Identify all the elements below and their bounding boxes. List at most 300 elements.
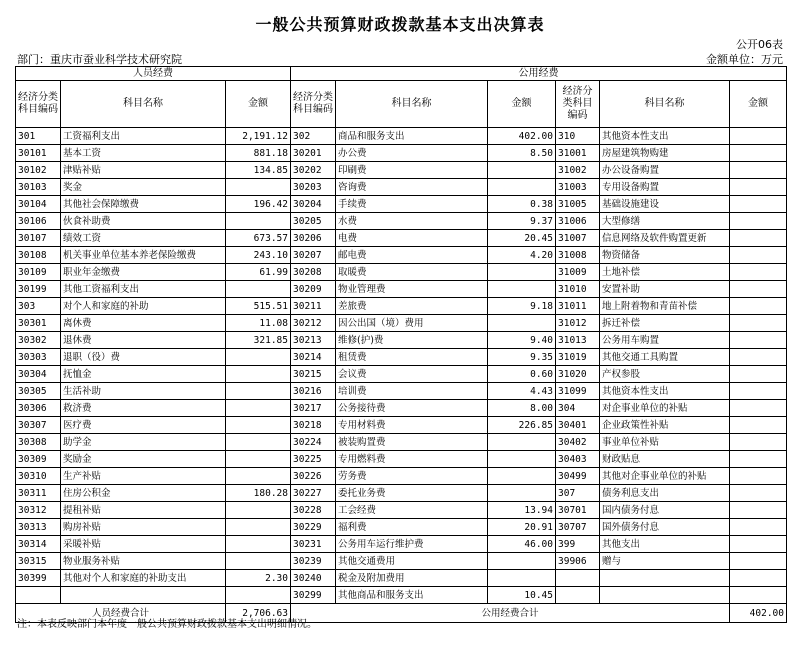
col-name-header: 科目名称 xyxy=(600,81,730,128)
table-row xyxy=(16,213,787,230)
personnel-amount-cell: 881.18 xyxy=(226,145,291,162)
personnel-amount-cell xyxy=(226,366,291,383)
table-row xyxy=(16,247,787,264)
public-b-code-cell: 31019 xyxy=(556,349,600,366)
public-a-amount-cell: 10.45 xyxy=(488,587,556,604)
table-row xyxy=(16,383,787,400)
personnel-code-cell: 30306 xyxy=(16,400,61,417)
col-amount-header: 金额 xyxy=(488,81,556,128)
public-a-code-cell: 30218 xyxy=(291,417,336,434)
personnel-name-cell: 其他工资福利支出 xyxy=(61,281,226,298)
personnel-name-cell: 离休费 xyxy=(61,315,226,332)
personnel-name-cell xyxy=(61,587,226,604)
personnel-code-cell: 30308 xyxy=(16,434,61,451)
public-a-code-cell: 30227 xyxy=(291,485,336,502)
public-b-name-cell: 财政贴息 xyxy=(600,451,730,468)
public-b-amount-cell xyxy=(730,332,787,349)
public-a-code-cell: 30240 xyxy=(291,570,336,587)
public-a-code-cell: 30299 xyxy=(291,587,336,604)
personnel-name-cell: 抚恤金 xyxy=(61,366,226,383)
public-a-amount-cell: 8.50 xyxy=(488,145,556,162)
public-b-name-cell: 基础设施建设 xyxy=(600,196,730,213)
public-b-name-cell: 物资储备 xyxy=(600,247,730,264)
personnel-code-cell: 30303 xyxy=(16,349,61,366)
public-b-amount-cell xyxy=(730,536,787,553)
public-b-name-cell: 信息网络及软件购置更新 xyxy=(600,230,730,247)
public-b-name-cell: 国外债务付息 xyxy=(600,519,730,536)
public-a-code-cell: 30212 xyxy=(291,315,336,332)
table-code: 公开06表 xyxy=(736,38,783,51)
table-row xyxy=(16,485,787,502)
public-b-amount-cell xyxy=(730,417,787,434)
public-a-name-cell: 税金及附加费用 xyxy=(336,570,488,587)
public-b-name-cell: 其他资本性支出 xyxy=(600,128,730,145)
personnel-amount-cell xyxy=(226,587,291,604)
public-a-name-cell: 工会经费 xyxy=(336,502,488,519)
public-a-amount-cell: 0.60 xyxy=(488,366,556,383)
report-title: 一般公共预算财政拨款基本支出决算表 xyxy=(255,15,545,34)
personnel-amount-cell: 515.51 xyxy=(226,298,291,315)
public-a-amount-cell xyxy=(488,315,556,332)
public-b-code-cell: 31020 xyxy=(556,366,600,383)
public-b-code-cell: 310 xyxy=(556,128,600,145)
public-a-code-cell: 30217 xyxy=(291,400,336,417)
public-a-code-cell: 30203 xyxy=(291,179,336,196)
personnel-name-cell: 提租补贴 xyxy=(61,502,226,519)
public-a-code-cell: 30228 xyxy=(291,502,336,519)
personnel-amount-cell: 2,191.12 xyxy=(226,128,291,145)
public-a-code-cell: 30229 xyxy=(291,519,336,536)
public-a-name-cell: 因公出国（境）费用 xyxy=(336,315,488,332)
public-b-amount-cell xyxy=(730,570,787,587)
public-b-code-cell: 30499 xyxy=(556,468,600,485)
public-a-code-cell: 30216 xyxy=(291,383,336,400)
public-a-name-cell: 其他交通费用 xyxy=(336,553,488,570)
table-row xyxy=(16,332,787,349)
personnel-amount-cell xyxy=(226,383,291,400)
personnel-total-amount: 2,706.63 xyxy=(226,604,291,623)
public-a-name-cell: 租赁费 xyxy=(336,349,488,366)
public-a-amount-cell xyxy=(488,468,556,485)
personnel-name-cell: 购房补贴 xyxy=(61,519,226,536)
table-row xyxy=(16,298,787,315)
public-a-amount-cell: 46.00 xyxy=(488,536,556,553)
public-b-amount-cell xyxy=(730,162,787,179)
public-b-name-cell: 公务用车购置 xyxy=(600,332,730,349)
public-a-code-cell: 30204 xyxy=(291,196,336,213)
public-a-name-cell: 专用燃料费 xyxy=(336,451,488,468)
public-a-code-cell: 30224 xyxy=(291,434,336,451)
public-a-amount-cell: 402.00 xyxy=(488,128,556,145)
public-a-amount-cell xyxy=(488,434,556,451)
public-a-name-cell: 公务用车运行维护费 xyxy=(336,536,488,553)
personnel-name-cell: 奖金 xyxy=(61,179,226,196)
public-a-amount-cell xyxy=(488,281,556,298)
public-a-code-cell: 30239 xyxy=(291,553,336,570)
public-b-name-cell xyxy=(600,587,730,604)
table-row xyxy=(16,553,787,570)
public-a-amount-cell xyxy=(488,162,556,179)
personnel-code-cell: 301 xyxy=(16,128,61,145)
public-b-code-cell: 30401 xyxy=(556,417,600,434)
personnel-total-label: 人员经费合计 xyxy=(16,604,226,623)
public-b-code-cell: 304 xyxy=(556,400,600,417)
table-row xyxy=(16,400,787,417)
public-b-code-cell: 30701 xyxy=(556,502,600,519)
personnel-amount-cell xyxy=(226,451,291,468)
public-b-amount-cell xyxy=(730,264,787,281)
public-b-code-cell: 31011 xyxy=(556,298,600,315)
personnel-name-cell: 生活补助 xyxy=(61,383,226,400)
personnel-code-cell: 30314 xyxy=(16,536,61,553)
public-a-name-cell: 福利费 xyxy=(336,519,488,536)
public-a-name-cell: 培训费 xyxy=(336,383,488,400)
personnel-code-cell: 30310 xyxy=(16,468,61,485)
public-b-name-cell: 其他资本性支出 xyxy=(600,383,730,400)
public-b-name-cell: 安置补助 xyxy=(600,281,730,298)
table-row xyxy=(16,179,787,196)
public-b-name-cell: 大型修缮 xyxy=(600,213,730,230)
col-code-header: 经济分类科目编码 xyxy=(291,81,336,128)
personnel-code-cell: 30307 xyxy=(16,417,61,434)
public-a-amount-cell: 20.91 xyxy=(488,519,556,536)
public-b-amount-cell xyxy=(730,434,787,451)
public-b-name-cell: 债务利息支出 xyxy=(600,485,730,502)
public-b-name-cell: 办公设备购置 xyxy=(600,162,730,179)
public-a-code-cell: 30211 xyxy=(291,298,336,315)
public-b-code-cell xyxy=(556,570,600,587)
public-a-amount-cell xyxy=(488,553,556,570)
public-b-amount-cell xyxy=(730,128,787,145)
personnel-amount-cell xyxy=(226,553,291,570)
public-total-label: 公用经费合计 xyxy=(291,604,730,623)
table-row xyxy=(16,196,787,213)
public-b-code-cell: 31008 xyxy=(556,247,600,264)
public-b-amount-cell xyxy=(730,145,787,162)
public-b-amount-cell xyxy=(730,213,787,230)
personnel-code-cell xyxy=(16,587,61,604)
personnel-code-cell: 303 xyxy=(16,298,61,315)
col-name-header: 科目名称 xyxy=(61,81,226,128)
public-b-code-cell: 31007 xyxy=(556,230,600,247)
table-row xyxy=(16,417,787,434)
public-b-code-cell xyxy=(556,587,600,604)
public-b-code-cell: 39906 xyxy=(556,553,600,570)
personnel-name-cell: 其他社会保障缴费 xyxy=(61,196,226,213)
personnel-amount-cell xyxy=(226,468,291,485)
table-row xyxy=(16,128,787,145)
table-row xyxy=(16,162,787,179)
public-b-code-cell: 31003 xyxy=(556,179,600,196)
personnel-amount-cell: 180.28 xyxy=(226,485,291,502)
personnel-name-cell: 津贴补贴 xyxy=(61,162,226,179)
personnel-name-cell: 住房公积金 xyxy=(61,485,226,502)
personnel-code-cell: 30101 xyxy=(16,145,61,162)
personnel-code-cell: 30305 xyxy=(16,383,61,400)
personnel-code-cell: 30106 xyxy=(16,213,61,230)
public-b-amount-cell xyxy=(730,196,787,213)
table-row xyxy=(16,468,787,485)
public-a-code-cell: 30231 xyxy=(291,536,336,553)
personnel-name-cell: 退职（役）费 xyxy=(61,349,226,366)
public-a-name-cell: 电费 xyxy=(336,230,488,247)
personnel-name-cell: 绩效工资 xyxy=(61,230,226,247)
public-b-amount-cell xyxy=(730,366,787,383)
public-b-name-cell: 专用设备购置 xyxy=(600,179,730,196)
personnel-group-header: 人员经费 xyxy=(16,67,291,81)
table-row xyxy=(16,587,787,604)
personnel-amount-cell xyxy=(226,519,291,536)
public-b-name-cell: 赠与 xyxy=(600,553,730,570)
public-b-name-cell xyxy=(600,570,730,587)
public-b-code-cell: 30402 xyxy=(556,434,600,451)
personnel-name-cell: 生产补贴 xyxy=(61,468,226,485)
personnel-name-cell: 工资福利支出 xyxy=(61,128,226,145)
public-b-amount-cell xyxy=(730,179,787,196)
public-a-amount-cell xyxy=(488,570,556,587)
public-b-amount-cell xyxy=(730,349,787,366)
public-a-amount-cell: 20.45 xyxy=(488,230,556,247)
personnel-amount-cell xyxy=(226,536,291,553)
personnel-amount-cell xyxy=(226,213,291,230)
personnel-code-cell: 30108 xyxy=(16,247,61,264)
department-label: 部门：重庆市蚕业科学技术研究院 xyxy=(17,53,182,66)
table-row xyxy=(16,349,787,366)
public-a-code-cell: 30225 xyxy=(291,451,336,468)
public-a-code-cell: 30215 xyxy=(291,366,336,383)
table-row xyxy=(16,570,787,587)
personnel-code-cell: 30312 xyxy=(16,502,61,519)
personnel-code-cell: 30107 xyxy=(16,230,61,247)
public-b-amount-cell xyxy=(730,298,787,315)
personnel-code-cell: 30304 xyxy=(16,366,61,383)
public-b-code-cell: 30403 xyxy=(556,451,600,468)
public-b-name-cell: 地上附着物和青苗补偿 xyxy=(600,298,730,315)
public-a-amount-cell: 9.37 xyxy=(488,213,556,230)
public-b-name-cell: 其他支出 xyxy=(600,536,730,553)
public-a-name-cell: 委托业务费 xyxy=(336,485,488,502)
table-row xyxy=(16,315,787,332)
public-b-name-cell: 企业政策性补贴 xyxy=(600,417,730,434)
personnel-name-cell: 采暖补贴 xyxy=(61,536,226,553)
public-a-amount-cell: 9.18 xyxy=(488,298,556,315)
public-a-name-cell: 专用材料费 xyxy=(336,417,488,434)
personnel-name-cell: 伙食补助费 xyxy=(61,213,226,230)
personnel-code-cell: 30315 xyxy=(16,553,61,570)
public-b-name-cell: 土地补偿 xyxy=(600,264,730,281)
public-b-amount-cell xyxy=(730,519,787,536)
public-b-name-cell: 对企事业单位的补贴 xyxy=(600,400,730,417)
personnel-code-cell: 30109 xyxy=(16,264,61,281)
public-a-name-cell: 被装购置费 xyxy=(336,434,488,451)
public-b-name-cell: 房屋建筑物购建 xyxy=(600,145,730,162)
public-b-code-cell: 31010 xyxy=(556,281,600,298)
personnel-name-cell: 救济费 xyxy=(61,400,226,417)
personnel-code-cell: 30311 xyxy=(16,485,61,502)
public-a-amount-cell: 9.35 xyxy=(488,349,556,366)
personnel-code-cell: 30104 xyxy=(16,196,61,213)
personnel-code-cell: 30102 xyxy=(16,162,61,179)
personnel-amount-cell: 196.42 xyxy=(226,196,291,213)
unit-label: 金额单位：万元 xyxy=(706,53,783,66)
personnel-name-cell: 其他对个人和家庭的补助支出 xyxy=(61,570,226,587)
public-a-code-cell: 302 xyxy=(291,128,336,145)
public-a-code-cell: 30213 xyxy=(291,332,336,349)
public-a-code-cell: 30207 xyxy=(291,247,336,264)
public-a-name-cell: 其他商品和服务支出 xyxy=(336,587,488,604)
public-a-name-cell: 物业管理费 xyxy=(336,281,488,298)
public-b-amount-cell xyxy=(730,451,787,468)
public-b-amount-cell xyxy=(730,230,787,247)
public-b-name-cell: 产权参股 xyxy=(600,366,730,383)
public-a-code-cell: 30209 xyxy=(291,281,336,298)
public-a-code-cell: 30214 xyxy=(291,349,336,366)
public-b-amount-cell xyxy=(730,553,787,570)
table-row xyxy=(16,451,787,468)
personnel-amount-cell xyxy=(226,502,291,519)
personnel-code-cell: 30309 xyxy=(16,451,61,468)
personnel-code-cell: 30313 xyxy=(16,519,61,536)
personnel-amount-cell: 61.99 xyxy=(226,264,291,281)
public-a-name-cell: 手续费 xyxy=(336,196,488,213)
table-row xyxy=(16,264,787,281)
personnel-amount-cell: 11.08 xyxy=(226,315,291,332)
public-a-amount-cell: 4.43 xyxy=(488,383,556,400)
public-a-code-cell: 30208 xyxy=(291,264,336,281)
personnel-amount-cell xyxy=(226,281,291,298)
personnel-name-cell: 助学金 xyxy=(61,434,226,451)
personnel-amount-cell xyxy=(226,179,291,196)
public-b-code-cell: 31006 xyxy=(556,213,600,230)
personnel-name-cell: 职业年金缴费 xyxy=(61,264,226,281)
public-a-name-cell: 劳务费 xyxy=(336,468,488,485)
public-b-amount-cell xyxy=(730,400,787,417)
public-b-code-cell: 31005 xyxy=(556,196,600,213)
table-row xyxy=(16,281,787,298)
public-b-code-cell: 31009 xyxy=(556,264,600,281)
personnel-name-cell: 对个人和家庭的补助 xyxy=(61,298,226,315)
table-row xyxy=(16,502,787,519)
col-code-header: 经济分类科目编码 xyxy=(16,81,61,128)
col-name-header: 科目名称 xyxy=(336,81,488,128)
public-a-amount-cell xyxy=(488,451,556,468)
table-row xyxy=(16,519,787,536)
table-row xyxy=(16,366,787,383)
public-a-name-cell: 取暖费 xyxy=(336,264,488,281)
public-b-amount-cell xyxy=(730,315,787,332)
personnel-amount-cell xyxy=(226,434,291,451)
public-b-name-cell: 事业单位补贴 xyxy=(600,434,730,451)
col-amount-header: 金额 xyxy=(730,81,787,128)
public-a-name-cell: 水费 xyxy=(336,213,488,230)
personnel-amount-cell: 134.85 xyxy=(226,162,291,179)
col-code-header: 经济分类科目编码 xyxy=(556,81,600,128)
public-a-amount-cell xyxy=(488,264,556,281)
public-a-amount-cell: 226.85 xyxy=(488,417,556,434)
public-b-amount-cell xyxy=(730,502,787,519)
public-a-name-cell: 维修(护)费 xyxy=(336,332,488,349)
table-row xyxy=(16,230,787,247)
personnel-amount-cell xyxy=(226,349,291,366)
personnel-code-cell: 30199 xyxy=(16,281,61,298)
public-a-code-cell: 30206 xyxy=(291,230,336,247)
public-b-code-cell: 31002 xyxy=(556,162,600,179)
public-a-code-cell: 30226 xyxy=(291,468,336,485)
public-a-code-cell: 30201 xyxy=(291,145,336,162)
personnel-amount-cell: 321.85 xyxy=(226,332,291,349)
personnel-amount-cell: 243.10 xyxy=(226,247,291,264)
public-a-name-cell: 公务接待费 xyxy=(336,400,488,417)
public-b-code-cell: 31012 xyxy=(556,315,600,332)
personnel-code-cell: 30301 xyxy=(16,315,61,332)
public-group-header: 公用经费 xyxy=(291,67,787,81)
personnel-amount-cell: 673.57 xyxy=(226,230,291,247)
col-amount-header: 金额 xyxy=(226,81,291,128)
personnel-amount-cell xyxy=(226,417,291,434)
public-a-name-cell: 咨询费 xyxy=(336,179,488,196)
public-a-amount-cell xyxy=(488,179,556,196)
public-total-amount: 402.00 xyxy=(730,604,787,623)
personnel-amount-cell xyxy=(226,400,291,417)
public-b-code-cell: 307 xyxy=(556,485,600,502)
public-a-name-cell: 商品和服务支出 xyxy=(336,128,488,145)
public-a-amount-cell: 9.40 xyxy=(488,332,556,349)
table-row xyxy=(16,434,787,451)
public-a-amount-cell: 13.94 xyxy=(488,502,556,519)
personnel-code-cell: 30103 xyxy=(16,179,61,196)
public-a-name-cell: 印刷费 xyxy=(336,162,488,179)
table-row xyxy=(16,145,787,162)
footnote: 注：本表反映部门本年度一般公共预算财政拨款基本支出明细情况。 xyxy=(17,619,317,630)
personnel-name-cell: 基本工资 xyxy=(61,145,226,162)
public-a-name-cell: 邮电费 xyxy=(336,247,488,264)
public-b-amount-cell xyxy=(730,247,787,264)
public-b-code-cell: 31099 xyxy=(556,383,600,400)
public-b-amount-cell xyxy=(730,383,787,400)
public-b-name-cell: 拆迁补偿 xyxy=(600,315,730,332)
table-row xyxy=(16,536,787,553)
personnel-name-cell: 医疗费 xyxy=(61,417,226,434)
public-b-amount-cell xyxy=(730,281,787,298)
personnel-name-cell: 机关事业单位基本养老保险缴费 xyxy=(61,247,226,264)
public-b-code-cell: 30707 xyxy=(556,519,600,536)
public-b-code-cell: 31013 xyxy=(556,332,600,349)
personnel-name-cell: 奖励金 xyxy=(61,451,226,468)
public-a-amount-cell: 8.00 xyxy=(488,400,556,417)
public-b-code-cell: 399 xyxy=(556,536,600,553)
public-a-name-cell: 差旅费 xyxy=(336,298,488,315)
public-a-amount-cell: 0.38 xyxy=(488,196,556,213)
public-a-name-cell: 会议费 xyxy=(336,366,488,383)
personnel-code-cell: 30302 xyxy=(16,332,61,349)
public-a-name-cell: 办公费 xyxy=(336,145,488,162)
public-b-name-cell: 其他交通工具购置 xyxy=(600,349,730,366)
personnel-name-cell: 物业服务补贴 xyxy=(61,553,226,570)
public-b-code-cell: 31001 xyxy=(556,145,600,162)
public-a-amount-cell xyxy=(488,485,556,502)
personnel-name-cell: 退休费 xyxy=(61,332,226,349)
public-b-name-cell: 其他对企事业单位的补贴 xyxy=(600,468,730,485)
expenditure-table xyxy=(15,66,787,623)
public-a-code-cell: 30205 xyxy=(291,213,336,230)
public-b-amount-cell xyxy=(730,468,787,485)
personnel-amount-cell: 2.30 xyxy=(226,570,291,587)
public-b-amount-cell xyxy=(730,485,787,502)
personnel-code-cell: 30399 xyxy=(16,570,61,587)
public-b-amount-cell xyxy=(730,587,787,604)
public-a-code-cell: 30202 xyxy=(291,162,336,179)
public-a-amount-cell: 4.20 xyxy=(488,247,556,264)
